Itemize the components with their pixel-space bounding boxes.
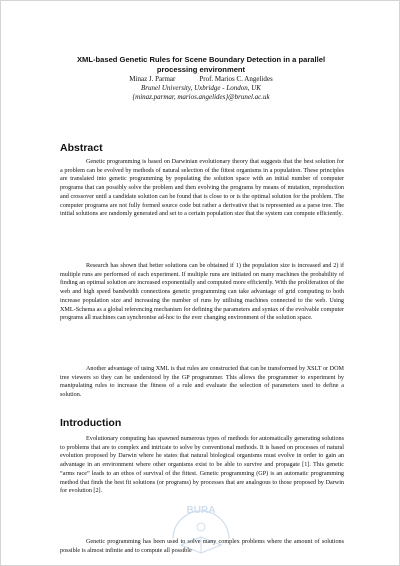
abstract-paragraph: Research has shown that better solutions can be obtained if 1) the population size is increased and 2) if multiple runs are performed of each experiment. If multiple runs are initiated on many machines the probability of finding an optimal solution are increased exponentially and computed more efficiently. With the proliferation of the web and high speed bandwidth connections genetic programming can take advantage of grid computing to both increase population size and increasing the number of runs by utilising machines connected to the web. Using XML-Schema as a global referencing mechanism for defining the parameters and syntax of the evolvable computer programs all machines can synchronise ad-hoc to the ever changing environment of the solution space. xyxy=(60,263,344,322)
introduction-paragraph: Evolutionary computing has spawned numerous types of methods for automatically generating solutions to problems that are to complex and intricate to solve by conventional methods. It is based on processes of natural evolution proposed by Darwin where he states that natural biological organisms must evolve in order to gain an advantage in an environment where other organisms exist to be able to survive and propagate [1]. This genetic “arms race” leads to an ethos of survival of the fittest. Genetic programming (GP) is an automatic programming method that finds the best fit solutions (or programs) by processes that are analogous to those proposed by Darwin for evolution [2]. xyxy=(60,436,344,495)
abstract-paragraph: Genetic programming is based on Darwinian evolutionary theory that suggests that the best solution for a problem can be evolved by methods of natural selection of the fittest organisms in a population. These principles are translated into genetic programming by populating the solution space with an initial number of computer programs that can possibly solve the problem and then evolving the programs by means of mutation, reproduction and crossover until a candidate solution can be found that is close to or is the optimal solution for the problem. The computer programs are not fully formed source code but rather a derivative that is represented as a parse tree. The initial solutions are randomly generated and set to a certain population size that the system can compute efficiently. xyxy=(60,159,344,218)
bura-watermark-logo xyxy=(161,499,241,561)
affiliation: Brunel University, Uxbridge - London, UK xyxy=(141,84,261,92)
author-name: Prof. Marios C. Angelides xyxy=(199,75,273,83)
paper-title: XML-based Genetic Rules for Scene Boundary Detection in a parallel processing environment xyxy=(76,55,326,74)
author-name: Minaz J. Parmar xyxy=(129,75,176,83)
watermark-text: BURA xyxy=(186,505,216,516)
abstract-heading: Abstract xyxy=(60,142,103,154)
introduction-paragraph: Genetic programming has been used to solve many complex problems where the amount of solutions possible is almost infinite and to compute all possible xyxy=(60,539,344,554)
author-email: {minaz.parmar, marios.angelides}@brunel.ac.uk xyxy=(132,93,270,101)
abstract-paragraph: Another advantage of using XML is that rules are constructed that can be transformed by XSLT or DOM tree viewers so they can be understood by the GP programmer. This allows the programmer to experiment by manipulating rules to increase the fitness of a rule and evaluate the selection of parameters used to define a solution. xyxy=(60,366,344,399)
introduction-heading: Introduction xyxy=(60,417,122,429)
author-line xyxy=(61,75,341,84)
